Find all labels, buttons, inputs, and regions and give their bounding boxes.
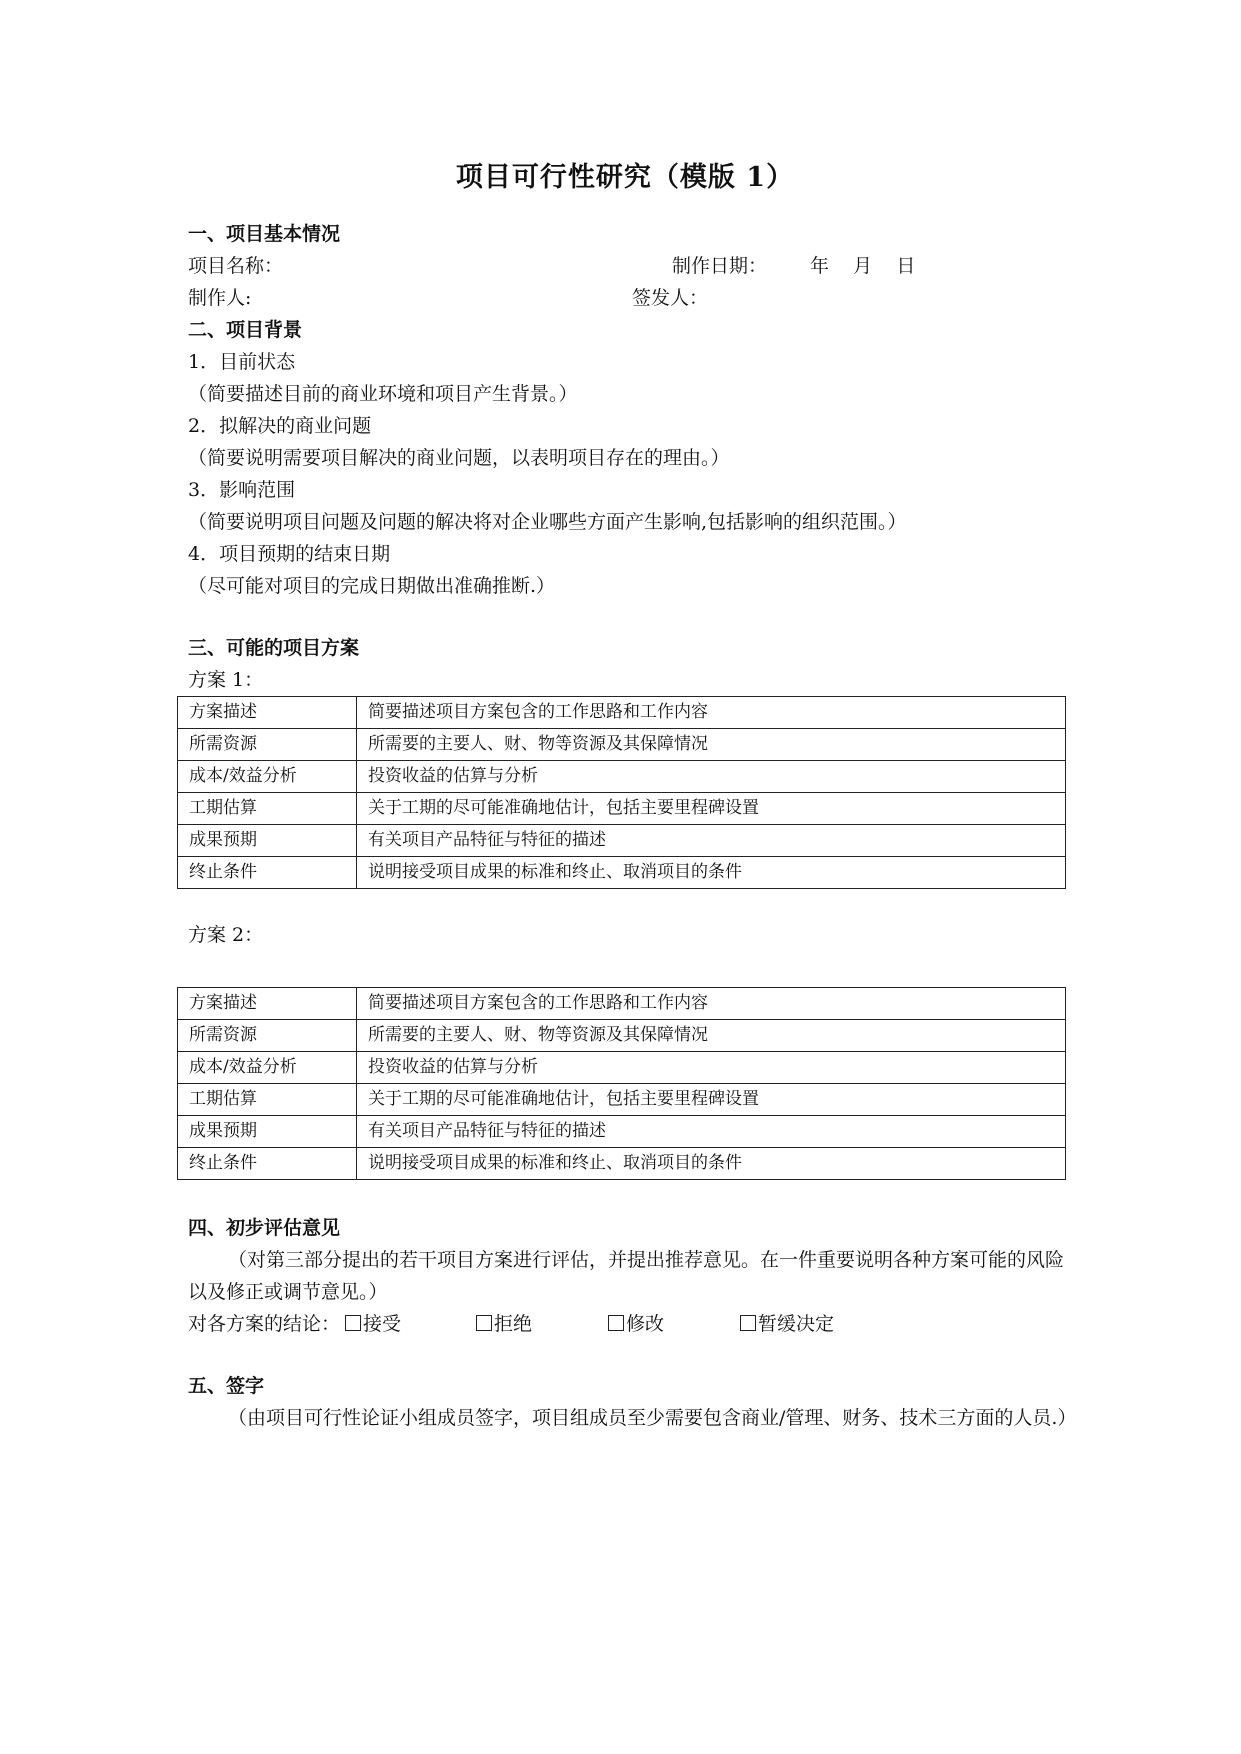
- maker-label: 制作人:: [188, 287, 252, 309]
- table-row: [178, 697, 1066, 729]
- evaluation-paragraph: （对第三部分提出的若干项目方案进行评估，并提出推荐意见。在一件重要说明各种方案可能的风险以及修正或调节意见。）: [188, 1249, 1065, 1303]
- row-value: 投资收益的估算与分析: [357, 761, 1066, 793]
- section-2-heading: 二、项目背景: [188, 319, 303, 341]
- table-row: [178, 1116, 1066, 1148]
- row-value: 所需要的主要人、财、物等资源及其保障情况: [357, 1020, 1066, 1052]
- row-value: 说明接受项目成果的标准和终止、取消项目的条件: [357, 857, 1066, 889]
- table-row: [178, 729, 1066, 761]
- background-item-note: （简要说明需要项目解决的商业问题，以表明项目存在的理由。）: [188, 447, 730, 469]
- spacer: [188, 889, 1068, 919]
- background-item-title: 1．目前状态: [188, 351, 296, 373]
- row-key: 终止条件: [178, 857, 357, 889]
- signature-paragraph: （由项目可行性论证小组成员签字，项目组成员至少需要包含商业/管理、财务、技术三方面的人员.）: [228, 1407, 1077, 1429]
- spacer: [188, 1340, 1068, 1370]
- option-modify[interactable]: 修改: [608, 1308, 664, 1340]
- checkbox-icon[interactable]: [476, 1315, 492, 1331]
- issuer-label: 签发人：: [632, 287, 709, 309]
- section-4-heading: 四、初步评估意见: [188, 1217, 341, 1239]
- project-name-row: [188, 250, 1068, 282]
- scheme-1-table: [177, 696, 1066, 889]
- conclusion-label: 对各方案的结论：: [188, 1313, 341, 1335]
- scheme-2-table: [177, 987, 1066, 1180]
- row-key: 所需资源: [178, 1020, 357, 1052]
- spacer: [188, 1180, 1068, 1212]
- maker-row: [188, 282, 1068, 314]
- table-row: [178, 988, 1066, 1020]
- row-value: 简要描述项目方案包含的工作思路和工作内容: [357, 988, 1066, 1020]
- section-3-heading: 三、可能的项目方案: [188, 637, 360, 659]
- checkbox-icon[interactable]: [608, 1315, 624, 1331]
- row-value: 说明接受项目成果的标准和终止、取消项目的条件: [357, 1148, 1066, 1180]
- table-row: [178, 1084, 1066, 1116]
- document-body: [188, 160, 1077, 1434]
- row-key: 成本/效益分析: [178, 1052, 357, 1084]
- row-value: 所需要的主要人、财、物等资源及其保障情况: [357, 729, 1066, 761]
- table-row: [178, 857, 1066, 889]
- row-key: 成果预期: [178, 825, 357, 857]
- option-accept[interactable]: 接受: [345, 1308, 401, 1340]
- conclusion-row: [188, 1308, 1068, 1340]
- row-value: 关于工期的尽可能准确地估计，包括主要里程碑设置: [357, 793, 1066, 825]
- date-placeholder: 年 月 日: [810, 255, 916, 277]
- table-row: [178, 825, 1066, 857]
- row-key: 工期估算: [178, 793, 357, 825]
- table-row: [178, 1020, 1066, 1052]
- row-key: 所需资源: [178, 729, 357, 761]
- table-row: [178, 1052, 1066, 1084]
- project-name-label: 项目名称：: [188, 255, 284, 277]
- section-1-heading: 一、项目基本情况: [188, 223, 341, 245]
- table-row: [178, 761, 1066, 793]
- section-5-heading: 五、签字: [188, 1375, 265, 1397]
- table-row: [178, 793, 1066, 825]
- background-item-note: （简要描述目前的商业环境和项目产生背景。）: [188, 383, 578, 405]
- spacer: [188, 951, 1068, 987]
- option-reject[interactable]: 拒绝: [476, 1308, 532, 1340]
- row-key: 方案描述: [178, 988, 357, 1020]
- scheme-1-label: 方案 1：: [188, 669, 264, 691]
- background-item-note: （尽可能对项目的完成日期做出准确推断.）: [188, 575, 556, 597]
- checkbox-icon[interactable]: [345, 1315, 361, 1331]
- row-value: 有关项目产品特征与特征的描述: [357, 1116, 1066, 1148]
- background-item-title: 3．影响范围: [188, 479, 296, 501]
- row-key: 方案描述: [178, 697, 357, 729]
- checkbox-icon[interactable]: [740, 1315, 756, 1331]
- row-key: 工期估算: [178, 1084, 357, 1116]
- background-item-title: 4．项目预期的结束日期: [188, 543, 391, 565]
- date-label: 制作日期：: [672, 255, 768, 277]
- option-defer[interactable]: 暂缓决定: [740, 1308, 834, 1340]
- row-key: 终止条件: [178, 1148, 357, 1180]
- background-item-note: （简要说明项目问题及问题的解决将对企业哪些方面产生影响,包括影响的组织范围。）: [188, 511, 907, 533]
- row-value: 简要描述项目方案包含的工作思路和工作内容: [357, 697, 1066, 729]
- row-value: 有关项目产品特征与特征的描述: [357, 825, 1066, 857]
- row-value: 投资收益的估算与分析: [357, 1052, 1066, 1084]
- row-key: 成本/效益分析: [178, 761, 357, 793]
- spacer: [188, 602, 1068, 632]
- row-key: 成果预期: [178, 1116, 357, 1148]
- scheme-2-label: 方案 2：: [188, 924, 264, 946]
- table-row: [178, 1148, 1066, 1180]
- document-title: 项目可行性研究（模版 1）: [455, 162, 795, 193]
- row-value: 关于工期的尽可能准确地估计，包括主要里程碑设置: [357, 1084, 1066, 1116]
- background-item-title: 2．拟解决的商业问题: [188, 415, 372, 437]
